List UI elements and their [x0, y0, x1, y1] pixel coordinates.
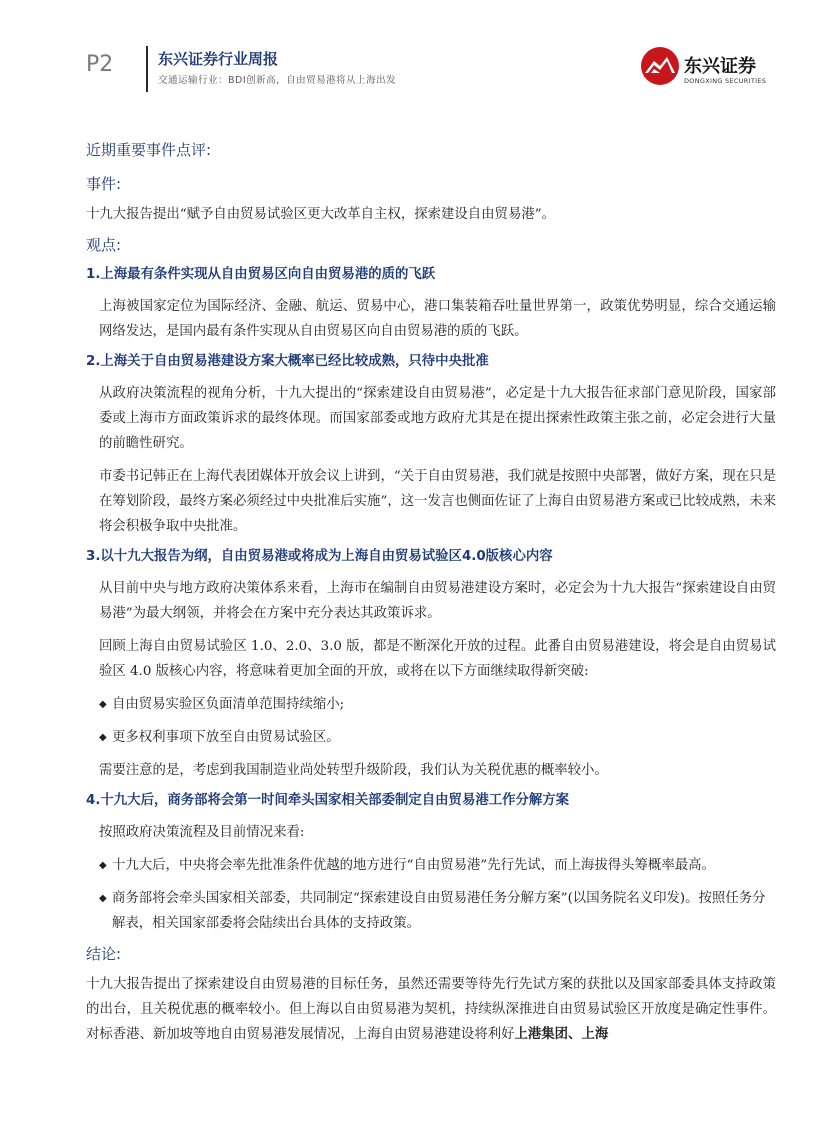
- page-header: [0, 0, 827, 100]
- report-subtitle: 交通运输行业：BDI创新高，自由贸易港将从上海出发: [158, 75, 397, 86]
- diamond-bullet-icon: ◆: [99, 860, 107, 871]
- point-paragraph-1: 上海被国家定位为国际经济、金融、航运、贸易中心，港口集装箱吞吐量世界第一，政策优势明显，综合交通运输网络发达，是国内最有条件实现从自由贸易区向自由贸易港的质的飞跃。: [99, 299, 776, 339]
- diamond-bullet-icon: ◆: [99, 699, 107, 710]
- bullet-text: 更多权利事项下放至自由贸易试验区。: [112, 730, 340, 745]
- section-title-events: 近期重要事件点评:: [86, 141, 212, 159]
- diamond-bullet-icon: ◆: [99, 732, 107, 743]
- point-heading-3: 3.以十九大报告为纲，自由贸易港或将成为上海自由贸易试验区4.0版核心内容: [86, 549, 553, 564]
- event-label: 事件:: [86, 175, 122, 193]
- conclusion-highlight: 上港集团、上海: [514, 1027, 609, 1042]
- views-label: 观点:: [86, 236, 122, 254]
- page-number: P2: [86, 52, 114, 77]
- point-paragraph-2a: 从政府决策流程的视角分析，十九大提出的“探索建设自由贸易港”，必定是十九大报告征求部门意见阶段，国家部委或上海市方面政策诉求的最终体现。而国家部委或地方政府尤其是在提出探索性政策主张之前，必定会进行大量的前瞻性研究。: [99, 386, 776, 451]
- logo-text-en: DONGXING SECURITIES: [684, 77, 767, 85]
- report-body: [86, 140, 776, 1055]
- bullet-text: 十九大后，中央将会率先批准条件优越的地方进行“自由贸易港”先行先试，而上海拔得头筹概率最高。: [112, 858, 715, 873]
- diamond-bullet-icon: ◆: [99, 893, 107, 904]
- logo-mark-icon: [640, 46, 680, 86]
- conclusion-text: [86, 972, 776, 1047]
- point-paragraph-4a: 按照政府决策流程及目前情况来看:: [99, 825, 305, 840]
- bullet-item: [99, 725, 776, 750]
- point-paragraph-3b: 回顾上海自由贸易试验区 1.0、2.0、3.0 版，都是不断深化开放的过程。此番自由贸易港建设，将会是自由贸易试验区 4.0 版核心内容，将意味着更加全面的开放，或将在以下方面继续取得新突破:: [99, 639, 776, 679]
- point-heading-4: 4.十九大后，商务部将会第一时间牵头国家相关部委制定自由贸易港工作分解方案: [86, 793, 570, 808]
- conclusion-label: 结论:: [86, 945, 122, 963]
- bullet-text: 自由贸易实验区负面清单范围持续缩小;: [112, 697, 345, 712]
- header-divider: [146, 46, 148, 92]
- point-heading-1: 1.上海最有条件实现从自由贸易区向自由贸易港的质的飞跃: [86, 267, 436, 282]
- bullet-item: [99, 692, 776, 717]
- point-paragraph-3c: 需要注意的是，考虑到我国制造业尚处转型升级阶段，我们认为关税优惠的概率较小。: [99, 763, 608, 778]
- bullet-item: [99, 886, 776, 936]
- point-heading-2: 2.上海关于自由贸易港建设方案大概率已经比较成熟，只待中央批准: [86, 354, 489, 369]
- report-title: 东兴证券行业周报: [158, 50, 279, 68]
- conclusion-body: 十九大报告提出了探索建设自由贸易港的目标任务，虽然还需要等待先行先试方案的获批以及国家部委具体支持政策的出台，且关税优惠的概率较小。但上海以自由贸易港为契机，持续纵深推进自由贸易试验区开放度是确定性事件。对标香港、新加坡等地自由贸易港发展情况，上海自由贸易港建设将利好: [86, 977, 776, 1042]
- point-paragraph-2b: 市委书记韩正在上海代表团媒体开放会议上讲到，“关于自由贸易港，我们就是按照中央部署，做好方案，现在只是在筹划阶段，最终方案必须经过中央批准后实施”，这一发言也侧面佐证了上海自由贸易港方案或已比较成熟，未来将会积极争取中央批准。: [99, 469, 776, 534]
- point-paragraph-3a: 从目前中央与地方政府决策体系来看，上海市在编制自由贸易港建设方案时，必定会为十九大报告“探索建设自由贸易港”为最大纲领，并将会在方案中充分表达其政策诉求。: [99, 581, 776, 621]
- bullet-item: [99, 853, 776, 878]
- event-text: 十九大报告提出“赋予自由贸易试验区更大改革自主权，探索建设自由贸易港”。: [86, 207, 555, 222]
- logo-text-cn: 东兴证券: [684, 56, 756, 77]
- bullet-text: 商务部将会牵头国家相关部委，共同制定“探索建设自由贸易港任务分解方案”(以国务院名义印发)。按照任务分解表，相关国家部委将会陆续出台具体的支持政策。: [112, 891, 766, 931]
- company-logo: [640, 46, 775, 92]
